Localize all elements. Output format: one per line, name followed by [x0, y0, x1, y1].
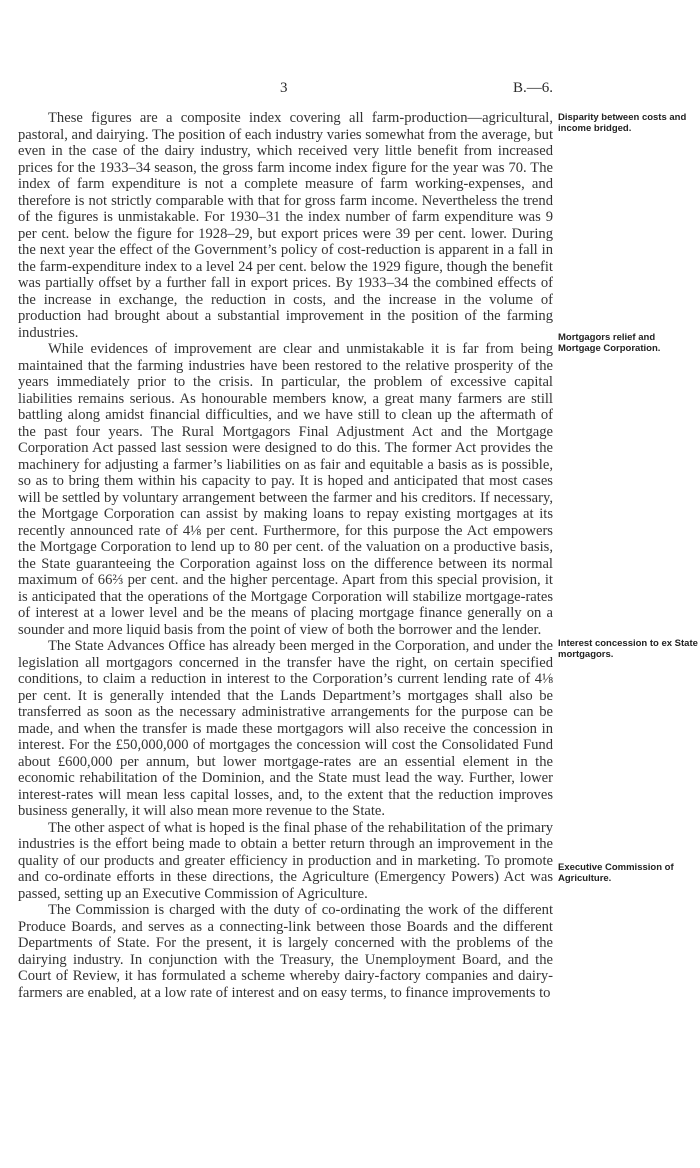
margin-note-mortgagors-relief: Mortgagors relief and Mortgage Corporation. [558, 332, 661, 354]
body-text [18, 110, 553, 1001]
paragraph-rehabilitation: The other aspect of what is hoped is the final phase of the rehabilitation of the primary industries is the effort being made to obtain a better return through an improvement in the quality of our products and greater efficiency in production and in marketing. To promote and co-ordinate efforts in these directions, the Agriculture (Emergency Powers) Act was passed, setting up an Executive Commission of Agriculture. [18, 819, 553, 902]
document-reference: B.—6. [513, 80, 554, 96]
margin-note-interest-concession: Interest concession to ex State mortgagors. [558, 638, 698, 660]
paragraph-cost-index: These figures are a composite index covering all farm-production—agricultural, pastoral, and dairying. The position of each industry varies somewhat from the average, but even in the case of the dairy industry, which received very little benefit from increased prices for the 1933–34 season, the gross farm income index figure for the year was 70. The index of farm expenditure is not a complete measure of farm working-expenses, and therefore is not strictly comparable with that for gross farm income. Nevertheless the trend of the figures is unmistakable. For 1930–31 the index number of farm expenditure was 9 per cent. below the figure for 1928–29, but export prices were 39 per cent. lower. During the next year the effect of the Government’s policy of cost-reduction is apparent in a fall in the farm-expenditure index to a level 24 per cent. below the 1929 figure, though the benefit was partially offset by a further fall in export prices. By 1933–34 the combined effects of the increase in exchange, the reduction in costs, and the increase in the volume of production had brought about a substantial improvement in the position of the farming industries. [18, 110, 553, 341]
paragraph-mortgage-corporation: While evidences of improvement are clear and unmistakable it is far from being maintained that the farming industries have been restored to the relative prosperity of the years immediately prior to the crisis. In particular, the problem of excessive capital liabilities remains serious. As honourable members know, a great many farmers are still battling along amidst financial difficulties, and we have still to clean up the aftermath of the past four years. The Rural Mortgagors Final Adjustment Act and the Mortgage Corporation Act passed last session were designed to do this. The former Act provides the machinery for adjusting a farmer’s liabilities on as fair and equitable a basis as is possible, so as to bring them within his capacity to pay. It is hoped and anticipated that most cases will be settled by voluntary arrangement between the farmer and his creditors. If necessary, the Mortgage Corporation can assist by making loans to repay existing mortgages at its recently announced rate of 4⅛ per cent. Furthermore, for this purpose the Act empowers the Mortgage Corporation to lend up to 80 per cent. of the valuation on a productive basis, the State guaranteeing the Corporation against loss on the difference between its normal maximum of 66⅔ per cent. and the higher percentage. Apart from this special provision, it is anticipated that the operations of the Mortgage Corporation will stabilize mortgage-rates of interest at a lower level and be the means of placing mortgage finance generally on a sounder and more liquid basis from the point of view of both the borrower and the lender. [18, 341, 553, 638]
margin-note-executive-commission: Executive Commission of Agriculture. [558, 862, 674, 884]
margin-note-disparity: Disparity between costs and income bridged. [558, 112, 687, 134]
page-number: 3 [280, 80, 288, 96]
paragraph-commission-duties: The Commission is charged with the duty of co-ordinating the work of the different Produce Boards, and serves as a connecting-link between those Boards and the different Departments of State. For the present, it is largely concerned with the problems of the dairying industry. In conjunction with the Treasury, the Unemployment Board, and the Court of Review, it has formulated a scheme whereby dairy-factory companies and dairy-farmers are enabled, at a low rate of interest and on easy terms, to finance improvements to [18, 902, 553, 1001]
paragraph-state-advances: The State Advances Office has already been merged in the Corporation, and under the legislation all mortgagors concerned in the transfer have the right, on certain specified conditions, to claim a reduction in interest to the Corporation’s current lending rate of 4⅛ per cent. It is generally intended that the Lands Department’s mortgages shall also be transferred as soon as the necessary administrative arrangements for the purpose can be made, and when the transfer is made these mortgagors will also receive the concession in interest. For the £50,000,000 of mortgages the concession will cost the Consolidated Fund about £600,000 per annum, but lower mortgage-rates are an essential element in the economic rehabilitation of the Dominion, and the State must lead the way. Further, lower interest-rates will mean less capital losses, and, to the extent that the reduction improves business generally, it will also mean more revenue to the State. [18, 638, 553, 819]
